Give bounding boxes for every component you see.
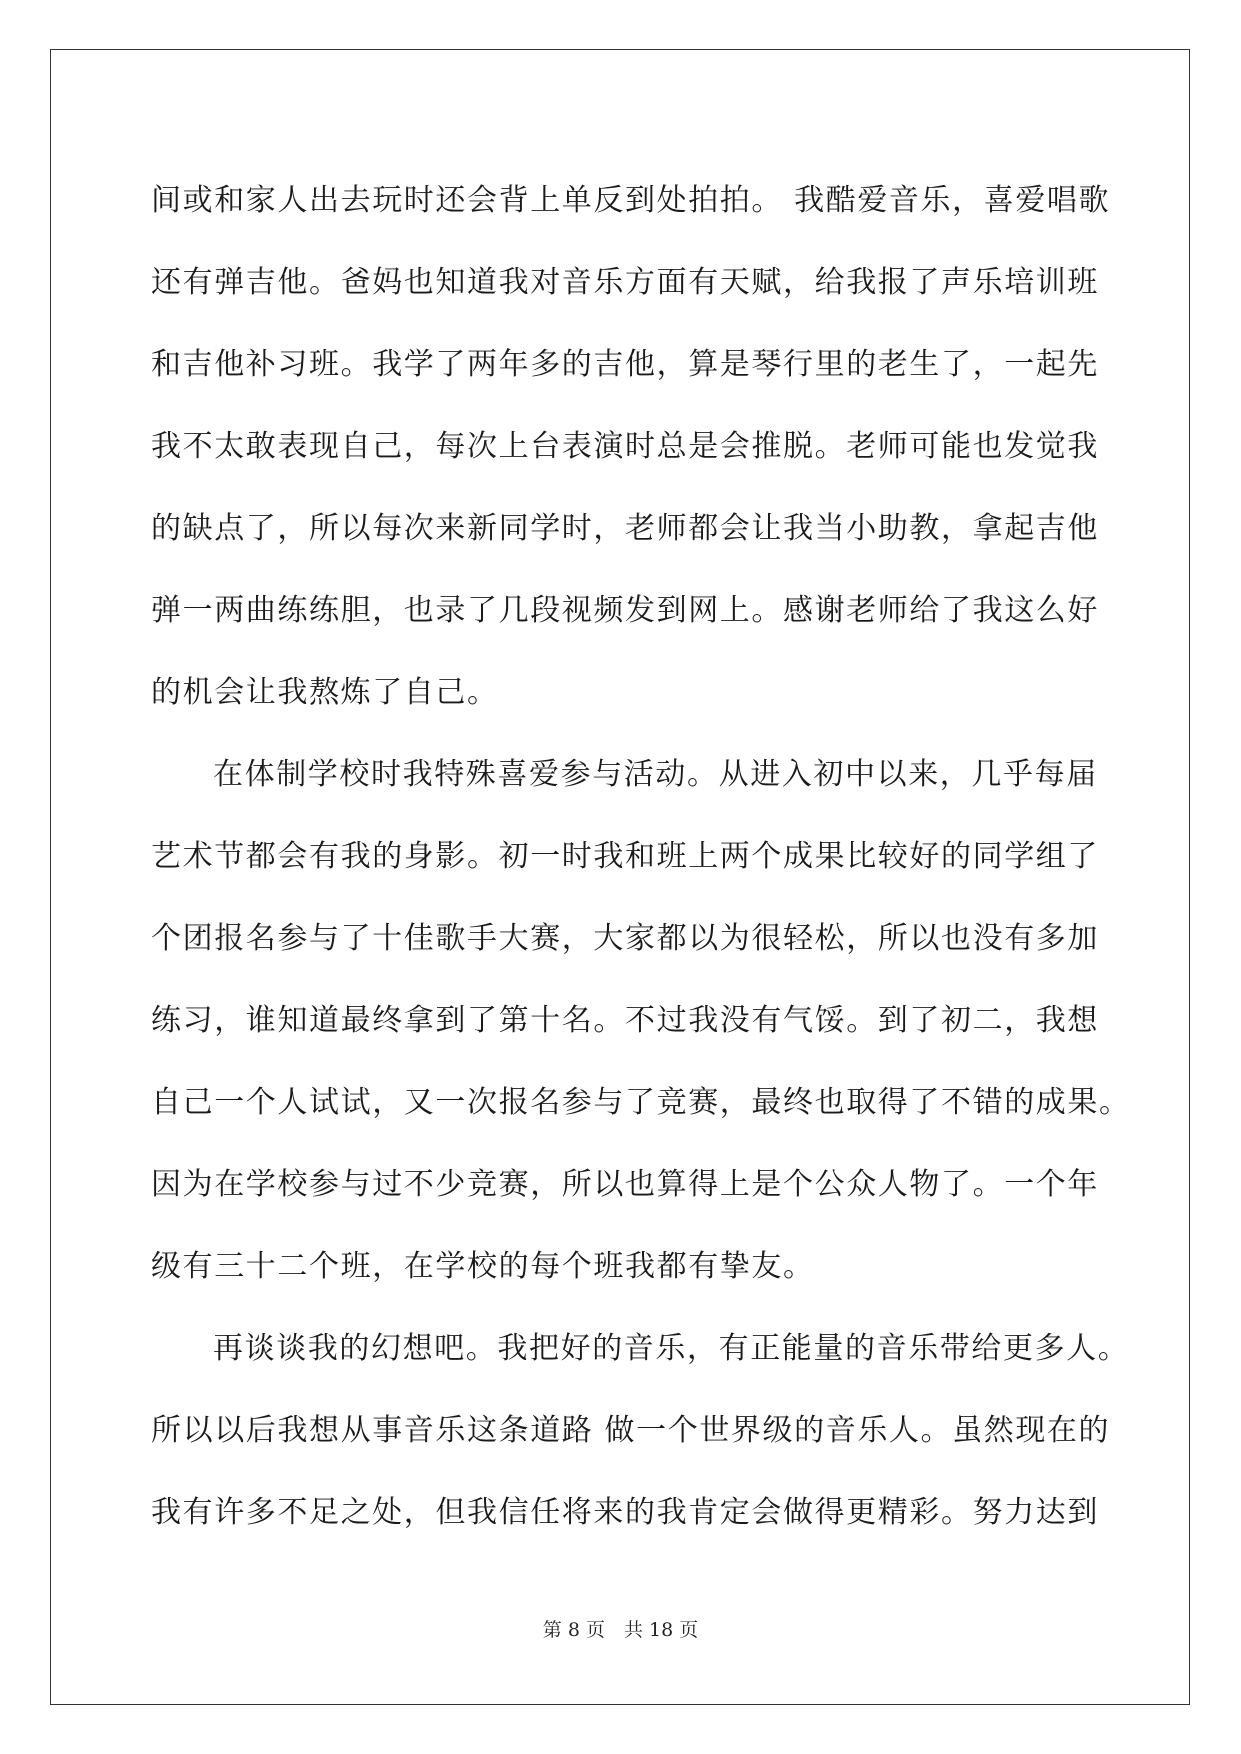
paragraph-start-line: 在体制学校时我特殊喜爱参与活动。从进入初中以来，几乎每届	[213, 757, 1098, 792]
text-line: 练习，谁知道最终拿到了第十名。不过我没有气馁。到了初二，我想	[151, 1003, 1099, 1038]
text-line: 的缺点了，所以每次来新同学时，老师都会让我当小助教，拿起吉他	[151, 511, 1099, 546]
text-line: 所以以后我想从事音乐这条道路 做一个世界级的音乐人。虽然现在的	[151, 1413, 1111, 1448]
text-line: 艺术节都会有我的身影。初一时我和班上两个成果比较好的同学组了	[151, 839, 1099, 874]
text-line: 弹一两曲练练胆，也录了几段视频发到网上。感谢老师给了我这么好	[151, 593, 1099, 628]
text-line: 间或和家人出去玩时还会背上单反到处拍拍。 我酷爱音乐，喜爱唱歌	[151, 183, 1111, 218]
text-line: 级有三十二个班，在学校的每个班我都有挚友。	[151, 1249, 815, 1284]
text-line: 自己一个人试试，又一次报名参与了竞赛，最终也取得了不错的成果。	[151, 1085, 1131, 1120]
text-line: 个团报名参与了十佳歌手大赛，大家都以为很轻松，所以也没有多加	[151, 921, 1099, 956]
text-line: 我不太敢表现自己，每次上台表演时总是会推脱。老师可能也发觉我	[151, 429, 1099, 464]
text-line: 的机会让我熬炼了自己。	[151, 675, 499, 710]
text-line: 我有许多不足之处，但我信任将来的我肯定会做得更精彩。努力达到	[151, 1495, 1099, 1530]
page-number-footer: 第 8 页 共 18 页	[542, 1619, 699, 1641]
text-line: 因为在学校参与过不少竞赛，所以也算得上是个公众人物了。一个年	[151, 1167, 1099, 1202]
paragraph-start-line: 再谈谈我的幻想吧。我把好的音乐，有正能量的音乐带给更多人。	[213, 1331, 1130, 1366]
text-line: 还有弹吉他。爸妈也知道我对音乐方面有天赋，给我报了声乐培训班	[151, 265, 1099, 300]
document-body	[151, 160, 1131, 1554]
text-line: 和吉他补习班。我学了两年多的吉他，算是琴行里的老生了，一起先	[151, 347, 1099, 382]
